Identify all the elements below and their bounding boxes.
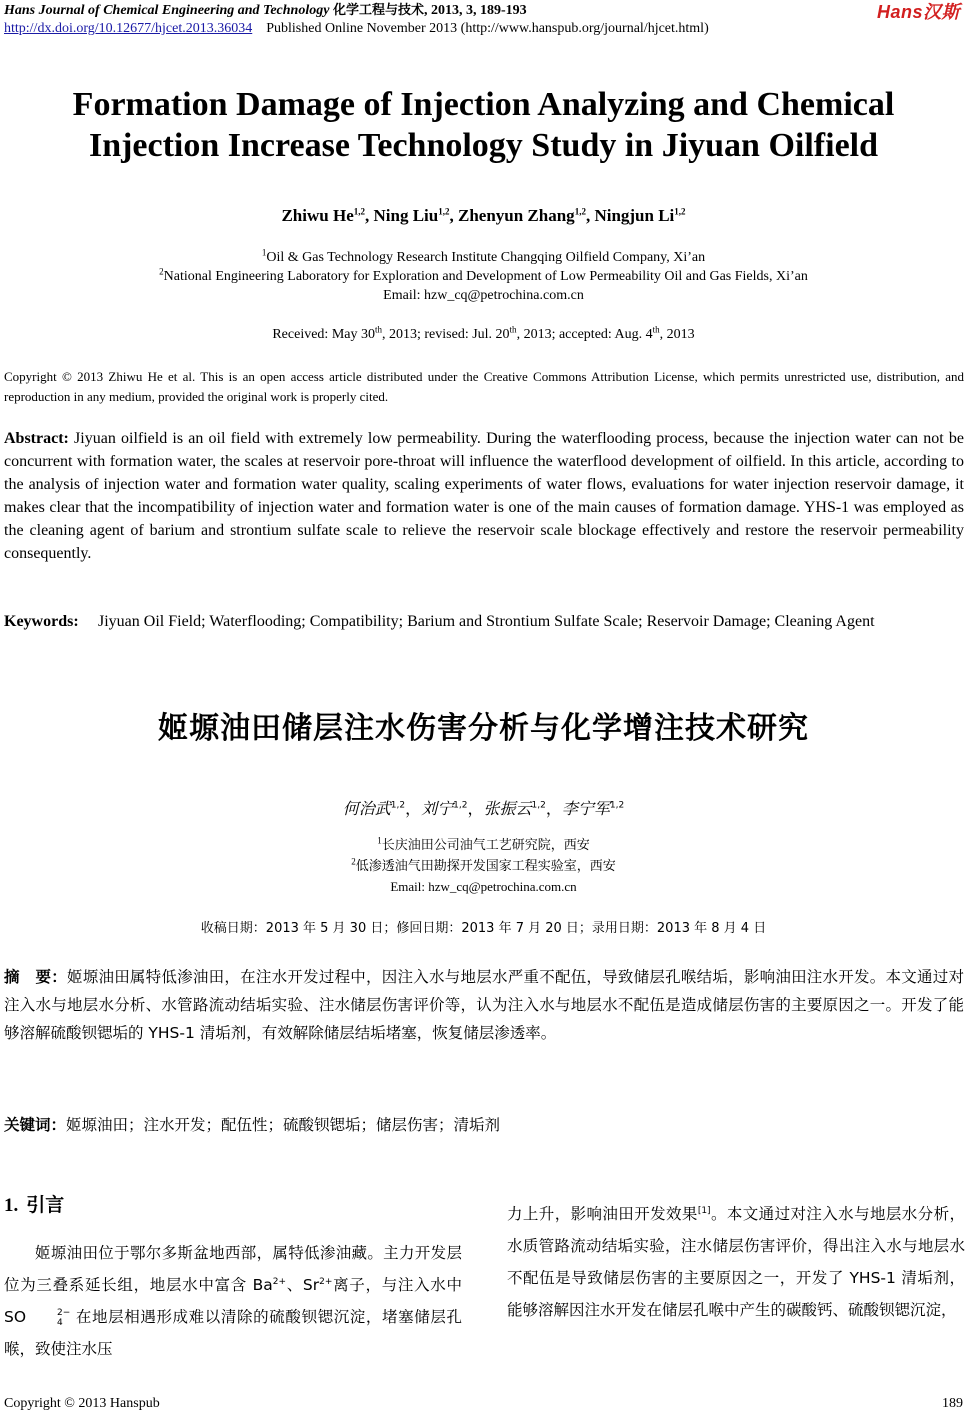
journal-name: Hans Journal of Chemical Engineering and Technology: [4, 3, 330, 18]
ion-subscript: 4: [57, 1317, 63, 1328]
author-separator: ,: [449, 206, 458, 225]
affiliation-1: [0, 248, 967, 268]
aff1-text: Oil & Gas Technology Research Institute Changqing Oilfield Company, Xi’an: [266, 250, 706, 265]
author-separator: ，: [405, 799, 422, 818]
author-name: 张振云: [483, 799, 532, 818]
body-text: 。本文通过对注入水与地层水分析，水质管路流动结垢实验，注水储层伤害评价，得出注入水与地层水不配伍是导致储层伤害的主要原因之一，开发了 YHS-1 清垢剂，能够溶解因注水开发在储层孔喉中产生的碳酸钙、硫酸钡锶沉淀，: [507, 1205, 965, 1319]
author-name: Zhenyun Zhang: [457, 206, 575, 225]
author-email-cn: Email: hzw_cq@petrochina.com.cn: [390, 879, 577, 894]
hans-logo: Hans汉斯: [876, 2, 960, 22]
title-line-1: Formation Damage of Injection Analyzing and Chemical: [72, 86, 895, 123]
published-info: Published Online November 2013 (http://www.hanspub.org/journal/hjcet.html): [266, 21, 709, 36]
journal-header: [4, 2, 964, 38]
footer-copyright: Copyright © 2013 Hanspub: [4, 1396, 160, 1411]
citation-ref[interactable]: [1]: [697, 1205, 711, 1216]
author-list: [0, 206, 967, 226]
abstract-cn-text: 姬塬油田属特低渗油田，在注水开发过程中，因注入水与地层水严重不配伍，导致储层孔喉结垢，影响油田注水开发。本文通过对注入水与地层水分析、水管路流动结垢实验、注水储层伤害评价等，认为注入水与地层水不配伍是造成储层伤害的主要原因之一。开发了能够溶解硫酸钡锶垢的 YHS-1 清垢剂，有效解除储层结垢堵塞，恢复储层渗透率。: [4, 968, 964, 1042]
sulfate-script: [26, 1308, 70, 1328]
author-affiliation-marker: 1,2: [609, 800, 625, 811]
body-text: 、Sr: [286, 1276, 320, 1294]
author-name: 刘宁: [421, 799, 454, 818]
author-affiliation-marker: 1,2: [438, 206, 450, 217]
author-name: Ning Liu: [373, 206, 439, 225]
body-text: 在地层相遇形成难以清除的硫酸钡锶沉淀，堵塞储层孔喉，致使注水压: [4, 1308, 462, 1358]
ordinal-suffix: th: [374, 324, 382, 335]
author-affiliation-marker: 1,2: [574, 206, 586, 217]
journal-name-cn: 化学工程与技术: [332, 3, 424, 18]
page-number: 189: [942, 1396, 963, 1411]
author-separator: ,: [585, 206, 595, 225]
ordinal-suffix: th: [509, 324, 517, 335]
author-separator: ，: [545, 799, 562, 818]
aff2-text: National Engineering Laboratory for Exploration and Development of Low Permeability Oil and Gas Fields, Xi’an: [163, 269, 808, 284]
section-number: 1.: [4, 1195, 19, 1216]
aff2-cn-marker: 2: [351, 856, 356, 867]
author-affiliation-marker: 1,2: [353, 206, 365, 217]
body-column-left: [4, 1237, 462, 1365]
title-line-2: Injection Increase Technology Study in Jiyuan Oilfield: [88, 127, 879, 164]
author-affiliation-marker: 1,2: [453, 800, 468, 811]
author-list-cn: [0, 796, 967, 819]
keywords: [4, 610, 964, 633]
keywords-cn-list: 姬塬油田；注水开发；配伍性；硫酸钡锶垢；储层伤害；清垢剂: [66, 1116, 501, 1134]
author-affiliation-marker: 1,2: [674, 206, 686, 217]
section-heading: [4, 1190, 64, 1217]
affiliation-2-cn: [0, 855, 967, 877]
doi-link[interactable]: http://dx.doi.org/10.12677/hjcet.2013.36034: [4, 21, 253, 36]
author-separator: ,: [365, 206, 374, 225]
ion-charge: 2+: [319, 1276, 333, 1287]
journal-citation-line: [4, 2, 964, 20]
affiliation-2: [0, 267, 967, 287]
received-dates: [0, 325, 967, 345]
author-name: 何治武: [342, 799, 391, 818]
author-affiliation-marker: 1,2: [531, 800, 546, 811]
affiliation-1-cn: [0, 834, 967, 856]
journal-citation: , 2013, 3, 189-193: [423, 3, 527, 18]
body-text: 力上升，影响油田开发效果: [507, 1205, 698, 1223]
ordinal-suffix: th: [652, 324, 660, 335]
abstract-cn: [4, 963, 964, 1047]
aff1-cn-marker: 1: [377, 835, 382, 846]
accepted-text: , 2013; accepted: Aug. 4: [516, 327, 653, 342]
abstract: [4, 427, 964, 565]
doi-line: [4, 20, 964, 38]
author-separator: ，: [467, 799, 484, 818]
author-affiliation-marker: 1,2: [390, 800, 406, 811]
revised-text: , 2013; revised: Jul. 20: [382, 327, 510, 342]
aff1-marker: 1: [261, 247, 267, 258]
abstract-text: Jiyuan oilfield is an oil field with extremely low permeability. During the waterflooding process, because the injection water can not be concurrent with formation water, the scales at reservoir pore-throat will influence the waterflood development of oilfield. In this article, according to the analysis of injection water and formation water quality, scaling experiments of water flows, evaluations for water injection reservoir damage, it makes clear that the incompatibility of injection water and formation water is one of the main causes of formation damage. YHS-1 was employed as the cleaning agent of barium and strontium sulfate scale to relieve the reservoir scale blockage effectively and restore the reservoir permeability consequently.: [4, 430, 964, 562]
ion-charge: 2−: [57, 1307, 71, 1318]
ion-charge: 2+: [272, 1276, 287, 1287]
author-name: 李宁军: [561, 799, 610, 818]
aff2-cn-text: 低渗透油气田勘探开发国家工程实验室，西安: [355, 859, 616, 874]
body-text: 离子，与注入水中 SO: [4, 1276, 462, 1326]
body-text: 姬塬油田位于鄂尔多斯盆地西部，属特低渗油藏。主力开发层位为三叠系延长组，地层水中富含 Ba: [4, 1244, 462, 1294]
keywords-cn: [4, 1113, 500, 1135]
abstract-cn-label: 摘 要：: [4, 968, 67, 986]
author-name: Ningjun Li: [594, 206, 675, 225]
aff2-marker: 2: [159, 266, 164, 277]
paper-title: [20, 84, 947, 166]
section-title: 引言: [26, 1194, 65, 1216]
keywords-list: Jiyuan Oil Field; Waterflooding; Compatibility; Barium and Strontium Sulfate Scale; Reservoir Damage; Cleaning Agent: [98, 613, 875, 630]
received-dates-cn: 收稿日期：2013 年 5 月 30 日；修回日期：2013 年 7 月 20 日；录用日期：2013 年 8 月 4 日: [200, 921, 767, 936]
author-name: Zhiwu He: [281, 206, 354, 225]
received-text: Received: May 30: [272, 327, 375, 342]
body-column-right: [507, 1198, 965, 1326]
copyright-notice: Copyright © 2013 Zhiwu He et al. This is an open access article distributed under the Creative Commons Attribution License, which permits unrestricted use, distribution, and reproduction in any medium, provided the original work is properly cited.: [4, 369, 964, 404]
year-text: , 2013: [659, 327, 695, 342]
keywords-cn-label: 关键词：: [4, 1116, 67, 1134]
aff1-cn-text: 长庆油田公司油气工艺研究院，西安: [381, 838, 590, 853]
abstract-label: Abstract:: [4, 430, 69, 447]
author-email: Email: hzw_cq@petrochina.com.cn: [383, 288, 584, 303]
paper-title-cn: 姬塬油田储层注水伤害分析与化学增注技术研究: [158, 711, 809, 746]
keywords-label: Keywords:: [4, 613, 79, 630]
